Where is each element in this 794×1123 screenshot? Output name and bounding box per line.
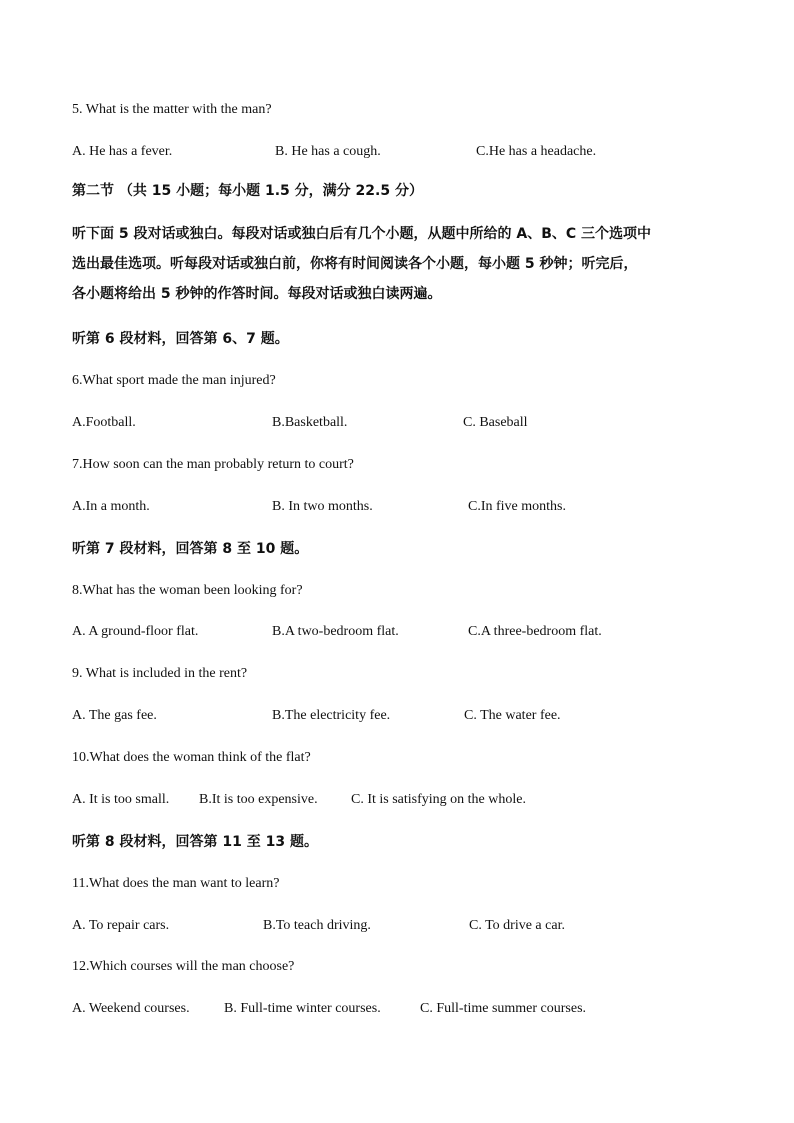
option-12a: A. Weekend courses.: [72, 1001, 190, 1016]
option-12b: B. Full-time winter courses.: [224, 1001, 381, 1016]
question-6: 6.What sport made the man injured?: [72, 373, 276, 388]
option-10a: A. It is too small.: [72, 792, 170, 807]
section-heading: 第二节 （共 15 小题；每小题 1.5 分，满分 22.5 分）: [72, 183, 423, 199]
option-8c: C.A three-bedroom flat.: [468, 624, 602, 639]
section-intro: [72, 219, 722, 309]
question-7: 7.How soon can the man probably return to court?: [72, 457, 354, 472]
option-6a: A.Football.: [72, 415, 136, 430]
option-7c: C.In five months.: [468, 499, 566, 514]
option-5c: C.He has a headache.: [476, 144, 597, 159]
option-7b: B. In two months.: [272, 499, 373, 514]
option-9a: A. The gas fee.: [72, 708, 157, 723]
option-6c: C. Baseball: [463, 415, 528, 430]
section-intro-line: 各小题将给出 5 秒钟的作答时间。每段对话或独白读两遍。: [72, 286, 442, 302]
option-11c: C. To drive a car.: [469, 918, 565, 933]
question-10: 10.What does the woman think of the flat?: [72, 750, 311, 765]
question-9: 9. What is included in the rent?: [72, 666, 248, 681]
option-6b: B.Basketball.: [272, 415, 348, 430]
section-intro-line: 听下面 5 段对话或独白。每段对话或独白后有几个小题，从题中所给的 A、B、C 三个选项中: [72, 226, 652, 242]
option-11a: A. To repair cars.: [72, 918, 170, 933]
option-8a: A. A ground-floor flat.: [72, 624, 199, 639]
question-12: 12.Which courses will the man choose?: [72, 959, 295, 974]
section-intro-line: 选出最佳选项。听每段对话或独白前，你将有时间阅读各个小题，每小题 5 秒钟；听完后，: [72, 256, 638, 272]
option-10c: C. It is satisfying on the whole.: [351, 792, 526, 807]
option-11b: B.To teach driving.: [263, 918, 371, 933]
option-9b: B.The electricity fee.: [272, 708, 391, 723]
option-8b: B.A two-bedroom flat.: [272, 624, 399, 639]
dialog-7-heading: 听第 7 段材料，回答第 8 至 10 题。: [72, 541, 309, 557]
option-12c: C. Full-time summer courses.: [420, 1001, 587, 1016]
option-5b: B. He has a cough.: [275, 144, 381, 159]
dialog-6-heading: 听第 6 段材料，回答第 6、7 题。: [72, 331, 289, 347]
question-8: 8.What has the woman been looking for?: [72, 583, 303, 598]
question-5: 5. What is the matter with the man?: [72, 102, 272, 117]
question-11: 11.What does the man want to learn?: [72, 876, 280, 891]
dialog-8-heading: 听第 8 段材料，回答第 11 至 13 题。: [72, 834, 318, 850]
option-10b: B.It is too expensive.: [199, 792, 318, 807]
option-7a: A.In a month.: [72, 499, 150, 514]
option-5a: A. He has a fever.: [72, 144, 173, 159]
option-9c: C. The water fee.: [464, 708, 561, 723]
